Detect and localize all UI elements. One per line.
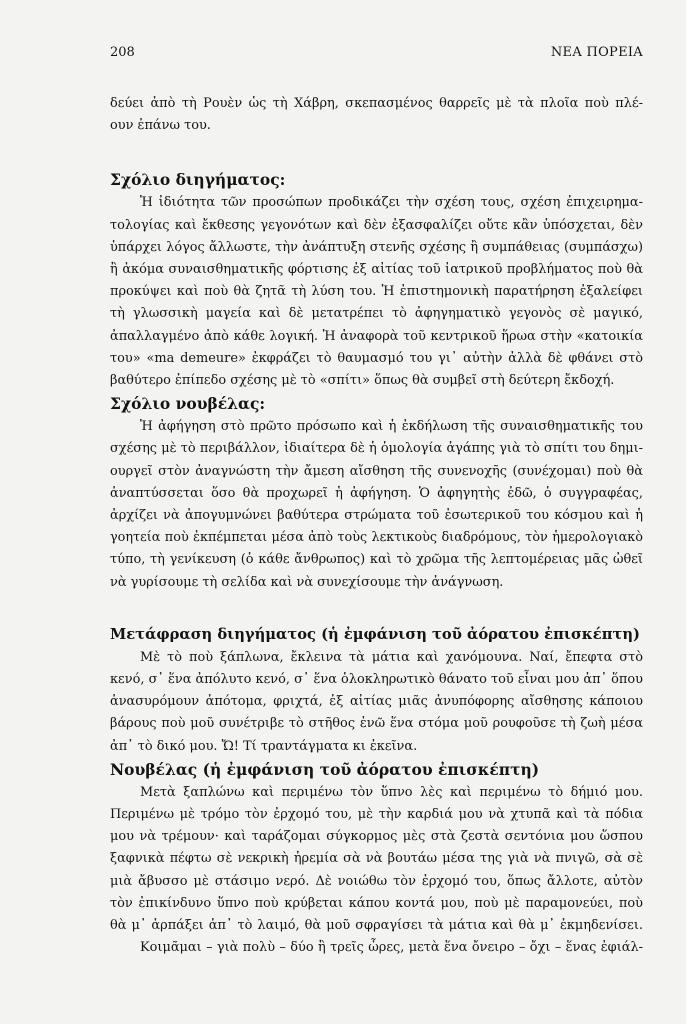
page-number: 208 — [110, 45, 135, 60]
story-commentary-paragraph — [110, 192, 643, 392]
section-heading-story-commentary: Σχόλιο διηγήματος: — [110, 170, 286, 190]
text-line: Ἡ ἰδιότητα τῶν προσώπων προδικάζει τὴν σχέση τους, σχέση ἐπιχειρημα- — [140, 195, 643, 211]
text-line: Περιμένω μὲ τρόμο τὸν ἐρχομό του, μὲ τὴν καρδιά μου νὰ χτυπᾶ καὶ τὰ πόδια — [110, 807, 643, 823]
text-line: ἀρχίζει νὰ ἀπογυμνώνει βαθύτερα στρώματα τοῦ ἐσωτερικοῦ του κόσμου καὶ ἡ — [110, 508, 643, 524]
text-line: Μὲ τὸ ποὺ ξάπλωνα, ἔκλεινα τὰ μάτια καὶ χανόμουνα. Ναί, ἔπεφτα στὸ — [140, 649, 643, 665]
text-line: βαθύτερο ἐπίπεδο σχέσης μὲ τὸ «σπίτι» ὅπως θὰ συμβεῖ στὴ δεύτερη ἔκδοχή. — [110, 373, 615, 389]
section-heading-novella-translation: Νουβέλας (ἡ ἐμφάνιση τοῦ ἀόρατου ἐπισκέπτη) — [110, 759, 540, 779]
text-line: ἀναπτύσσεται ὅσο θὰ προχωρεῖ ἡ ἀφήγηση. Ὁ ἀφηγητὴς ἐδῶ, ὁ συγγραφέας, — [110, 485, 643, 501]
text-line: ξαφνικὰ πέφτω σὲ νεκρικὴ ἠρεμία σὰ νὰ βουτάω μέσα της γιὰ νὰ πνιγῶ, σὰ σὲ — [110, 851, 643, 867]
text-line: ουργεῖ στὸν ἀναγνώστη τὴν ἄμεση αἴσθηση τῆς συνενοχῆς (συνέχομαι) ποὺ θὰ — [110, 463, 643, 479]
page-body — [110, 93, 643, 960]
text-line: κενό, σ᾽ ἕνα ἀπόλυτο κενό, σ᾽ ἕνα ὁλοκληρωτικὸ θάνατο τοῦ εἶναι μου ἀπ᾽ ὅπου — [110, 672, 643, 688]
text-line: γοητεία ποὺ ἐκπέμπεται μέσα ἀπὸ τοὺς λεκτικοὺς διαδρόμους, τὸν ἡμερολογιακὸ — [110, 530, 643, 546]
text-line: μου νὰ τρέμουν· καὶ ταράζομαι σύγκορμος μὲς στὰ ζεστὰ σεντόνια μου ὥσπου — [110, 829, 643, 845]
text-line: Ἡ ἀφήγηση στὸ πρῶτο πρόσωπο καὶ ἡ ἐκδήλωση τῆς συναισθηματικῆς του — [140, 419, 643, 435]
text-line: τύπο, τὴ γενίκευση (ὁ κάθε ἄνθρωπος) καὶ τὸ χρῶμα τῆς λεπτομέρειας μᾶς ὠθεῖ — [110, 552, 643, 568]
text-line: θὰ μ᾽ ἁρπάξει ἀπ᾽ τὸ λαιμό, θὰ μοῦ σφραγίσει τὰ μάτια καὶ θὰ μ᾽ ἐκμηδενίσει. — [110, 918, 643, 934]
story-translation-paragraph — [110, 647, 643, 758]
section-heading-story-translation: Μετάφραση διηγήματος (ἡ ἐμφάνιση τοῦ ἀόρατου ἐπισκέπτη) — [110, 625, 640, 643]
text-line: μιὰ ἄβυσσο μὲ στάσιμο νερό. Δὲ νοιώθω τὸν ἐρχομό του, ὅπως ἄλλοτε, αὐτὸν — [110, 873, 643, 889]
novella-commentary-paragraph — [110, 416, 643, 594]
text-line: Μετὰ ξαπλώνω καὶ περιμένω τὸν ὕπνο λὲς καὶ περιμένω τὸ δήμιό μου. — [140, 784, 643, 800]
text-line: ἀνασυρόμουν ἀπότομα, φριχτά, ἐξ αἰτίας μιᾶς ἀνυπόφορης αἴσθησης κάποιου — [110, 694, 643, 710]
text-line: βάρους ποὺ μοῦ συνέτριβε τὸ στῆθος ἐνῶ ἕνα στόμα μοῦ ρουφοῦσε τὴ ζωὴ μέσα — [110, 716, 643, 732]
text-line: ουν ἐπάνω του. — [110, 118, 211, 134]
text-line: ἀπ᾽ τὸ δικό μου. Ὤ! Τί τραντάγματα κι ἐκεῖνα. — [110, 738, 418, 754]
running-title: ΝΕΑ ΠΟΡΕΙΑ — [550, 45, 643, 60]
text-line: Κοιμᾶμαι – γιὰ πολὺ – δύο ἢ τρεῖς ὧρες, μετὰ ἕνα ὄνειρο – ὄχι – ἕνας ἐφιάλ- — [140, 940, 643, 956]
text-line: τολογίας καὶ ἔκθεσης γεγονότων καὶ δὲν ἐξασφαλίζει οὔτε κἂν ὑπόσχεται, δὲν — [110, 217, 643, 233]
text-line: του» «ma demeure» ἐκφράζει τὸ θαυμασμό του γι᾽ αὐτὴν ἀλλὰ δὲ φθάνει στὸ — [110, 350, 643, 366]
text-line: δεύει ἀπὸ τὴ Ρουὲν ὡς τὴ Χάβρη, σκεπασμένος θαρρεῖς μὲ τὰ πλοῖα ποὺ πλέ- — [110, 96, 643, 111]
section-heading-novella-commentary: Σχόλιο νουβέλας: — [110, 394, 266, 414]
text-line: τὸν ἐπικίνδυνο ὕπνο ποὺ κρύβεται κάπου κοντά μου, ποὺ μὲ παραμονεύει, ποὺ — [110, 895, 643, 911]
text-line: ἢ ἀκόμα συναισθηματικῆς φόρτισης ἐξ αἰτίας τοῦ ἰατρικοῦ προβλήματος ποὺ θὰ — [110, 262, 643, 278]
text-line: νὰ γυρίσουμε τὴ σελίδα καὶ νὰ συνεχίσουμε τὴν ἀνάγνωση. — [110, 574, 504, 590]
text-line: σχέσης μὲ τὸ περιβάλλον, ἰδιαίτερα δὲ ἡ ὁμολογία ἀγάπης γιὰ τὸ σπίτι του δημι- — [110, 441, 643, 457]
opening-paragraph — [110, 93, 643, 137]
novella-translation-paragraph — [110, 782, 643, 960]
page-header — [110, 44, 643, 62]
text-line: ἀπαλλαγμένο ἀπὸ κάθε λογική. Ἡ ἀναφορὰ τοῦ κεντρικοῦ ἥρωα στὴν «κατοικία — [110, 328, 643, 344]
text-line: ὑπάρχει λόγος ἄλλωστε, τὴν ἀνάπτυξη στενῆς σχέσης ἢ συμπάθειας (συμπάσχω) — [110, 239, 643, 255]
text-line: τὴ γλωσσικὴ μαγεία καὶ δὲ μετατρέπει τὸ ἀφηγηματικὸ γεγονὸς σὲ μαγικό, — [110, 306, 643, 322]
text-line: προκύψει καὶ ποὺ θὰ ζητᾶ τὴ λύση του. Ἡ ἐπιστημονικὴ παρατήρηση ἐξαλείφει — [110, 284, 643, 300]
